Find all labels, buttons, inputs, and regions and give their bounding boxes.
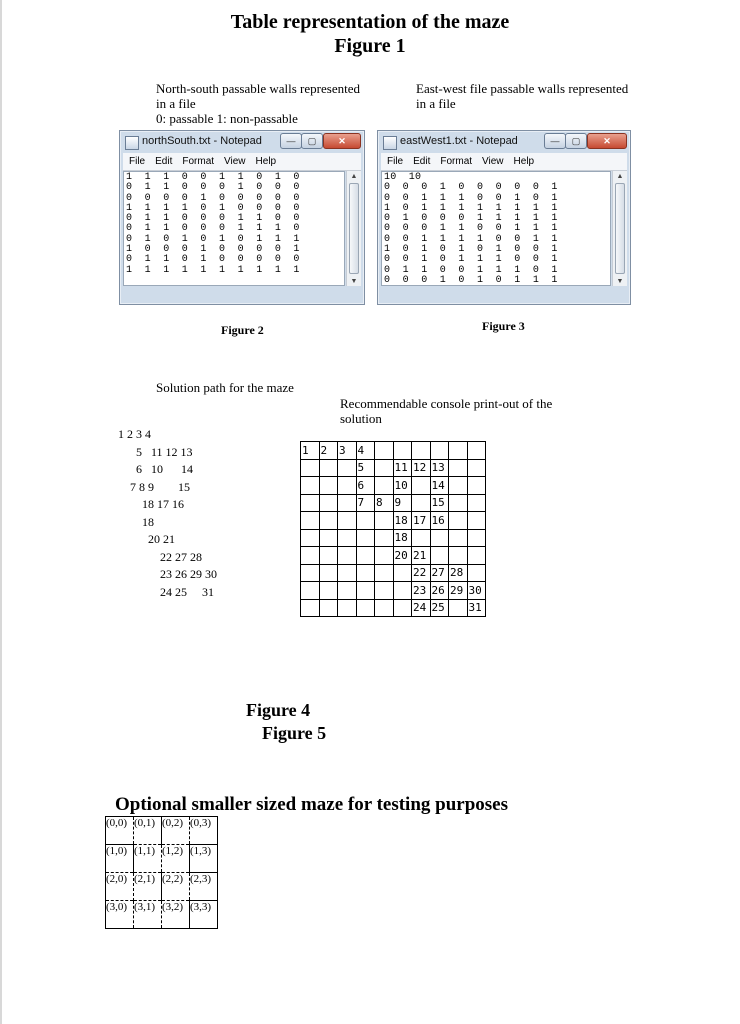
grid-cell [430, 599, 449, 617]
editor-line: 0 0 0 1 1 0 0 1 1 1 [384, 223, 558, 235]
grid-cell-value: 18 [394, 513, 408, 527]
grid-row [301, 582, 486, 600]
ns-caption-line: in a file [156, 96, 196, 111]
grid-cell [449, 459, 468, 477]
grid-cell [301, 564, 320, 582]
grid-cell [356, 564, 375, 582]
grid-cell [319, 582, 338, 600]
grid-cell-value: 11 [394, 461, 408, 475]
close-button[interactable]: ✕ [323, 133, 361, 149]
grid-cell [301, 547, 320, 565]
grid-cell [301, 477, 320, 495]
grid-cell [375, 529, 394, 547]
window-bottom-border [381, 288, 627, 302]
grid-cell [319, 459, 338, 477]
maximize-button[interactable]: ▢ [565, 133, 587, 149]
grid-cell [393, 547, 412, 565]
ns-caption [156, 81, 360, 126]
grid-cell [393, 512, 412, 530]
grid-cell [430, 582, 449, 600]
grid-cell [449, 512, 468, 530]
grid-cell [375, 547, 394, 565]
grid-cell [338, 442, 357, 460]
grid-cell [301, 512, 320, 530]
minimize-button[interactable]: — [280, 133, 302, 149]
grid-cell [449, 529, 468, 547]
grid-cell [356, 477, 375, 495]
editor-content [382, 172, 610, 286]
console-solution-grid [300, 441, 486, 617]
grid-cell-value: 26 [431, 583, 445, 597]
grid-cell [319, 512, 338, 530]
grid-cell [412, 582, 431, 600]
grid-cell [467, 582, 486, 600]
text-editor[interactable] [123, 171, 345, 286]
maze-cell: (1,1) [134, 845, 162, 873]
grid-cell [449, 582, 468, 600]
grid-cell [393, 582, 412, 600]
editor-line: 0 1 0 0 0 1 1 1 1 1 [384, 213, 558, 225]
grid-cell [375, 564, 394, 582]
grid-row [301, 477, 486, 495]
grid-cell-value: 8 [376, 496, 383, 510]
editor-line: 1 1 1 1 0 1 0 0 0 0 [126, 202, 300, 214]
menu-view[interactable]: View [482, 156, 504, 167]
grid-row [301, 459, 486, 477]
grid-cell [412, 599, 431, 617]
maze-cell: (2,0) [106, 873, 134, 901]
vertical-scrollbar[interactable] [346, 171, 361, 286]
grid-cell-value: 5 [357, 461, 365, 475]
grid-cell [412, 459, 431, 477]
grid-cell [393, 442, 412, 460]
grid-cell [430, 512, 449, 530]
solution-line: 7 8 9 15 [118, 479, 190, 494]
grid-cell [319, 547, 338, 565]
vertical-scrollbar[interactable] [612, 171, 627, 286]
grid-cell-value: 14 [431, 478, 445, 492]
editor-content [124, 172, 344, 277]
maze-cell: (1,2) [162, 845, 190, 873]
grid-cell-value: 28 [450, 566, 464, 580]
grid-cell [301, 599, 320, 617]
grid-row [301, 512, 486, 530]
maze-row [106, 873, 218, 901]
grid-cell [412, 442, 431, 460]
grid-cell [449, 477, 468, 495]
grid-cell [319, 442, 338, 460]
grid-cell-value: 21 [413, 548, 427, 562]
grid-cell [356, 459, 375, 477]
grid-cell [412, 512, 431, 530]
maze-cell: (1,0) [106, 845, 134, 873]
notepad-icon [125, 136, 139, 150]
grid-cell [467, 512, 486, 530]
grid-cell [467, 477, 486, 495]
maze-cell: (3,3) [190, 901, 218, 929]
grid-cell [301, 529, 320, 547]
grid-cell [412, 529, 431, 547]
scroll-down-icon[interactable]: ▼ [616, 277, 624, 285]
grid-cell [375, 459, 394, 477]
grid-cell [319, 564, 338, 582]
menu-format[interactable]: Format [182, 156, 215, 167]
window-bottom-border [123, 288, 361, 302]
grid-cell-value: 10 [394, 478, 408, 492]
notepad-window-northsouth [119, 130, 365, 305]
grid-cell-value: 25 [431, 601, 445, 615]
grid-cell [412, 477, 431, 495]
editor-line: 0 1 1 0 0 1 1 1 0 1 [384, 264, 558, 276]
grid-cell [319, 529, 338, 547]
menu-help[interactable]: Help [255, 156, 277, 167]
grid-cell [319, 477, 338, 495]
maze-cell: (0,3) [190, 817, 218, 845]
grid-cell [375, 582, 394, 600]
grid-cell [338, 582, 357, 600]
grid-row [301, 529, 486, 547]
grid-cell [412, 494, 431, 512]
grid-row [301, 442, 486, 460]
grid-cell [449, 494, 468, 512]
text-editor[interactable] [381, 171, 611, 286]
scroll-up-icon[interactable]: ▲ [350, 172, 358, 180]
grid-cell [356, 512, 375, 530]
grid-cell [301, 442, 320, 460]
scroll-thumb[interactable] [615, 183, 625, 274]
figure-4-label: Figure 4 [246, 700, 311, 720]
small-maze-grid [105, 816, 218, 929]
editor-line: 0 0 0 1 0 1 0 1 1 1 [384, 274, 558, 286]
grid-cell [356, 529, 375, 547]
console-caption-line: Recommendable console print-out of the [340, 396, 553, 411]
grid-cell-value: 30 [468, 583, 482, 597]
grid-cell [356, 599, 375, 617]
grid-cell [393, 599, 412, 617]
maze-cell: (0,0) [106, 817, 134, 845]
figure-2-label: Figure 2 [221, 323, 264, 337]
ew-caption-line: in a file [416, 96, 456, 111]
grid-cell [430, 494, 449, 512]
menu-format[interactable]: Format [440, 156, 473, 167]
solution-line: 6 10 14 [118, 462, 193, 476]
console-caption-line: solution [340, 411, 382, 426]
grid-cell [393, 477, 412, 495]
grid-cell [430, 547, 449, 565]
grid-cell [412, 564, 431, 582]
maze-cell: (1,3) [190, 845, 218, 873]
editor-line: 0 0 1 1 1 1 0 0 1 1 [384, 233, 558, 245]
grid-cell [430, 564, 449, 582]
grid-cell [319, 494, 338, 512]
close-button[interactable]: ✕ [587, 133, 627, 149]
grid-cell-value: 2 [320, 443, 328, 457]
editor-line: 1 1 1 0 0 1 1 0 1 0 [126, 172, 300, 183]
grid-cell [393, 459, 412, 477]
solution-line: 22 27 28 [118, 549, 202, 564]
grid-row [301, 494, 486, 512]
grid-cell-value: 4 [357, 443, 365, 457]
window-title: eastWest1.txt - Notepad [400, 135, 518, 147]
notepad-icon [383, 136, 397, 150]
grid-cell-value: 31 [468, 601, 482, 615]
maze-cell: (2,2) [162, 873, 190, 901]
grid-cell [356, 547, 375, 565]
grid-cell [467, 529, 486, 547]
maximize-button[interactable]: ▢ [301, 133, 323, 149]
grid-cell [338, 564, 357, 582]
grid-cell [338, 547, 357, 565]
grid-cell [412, 547, 431, 565]
grid-cell [467, 459, 486, 477]
figure-1-label: Figure 1 [334, 35, 406, 57]
maze-row [106, 817, 218, 845]
editor-line: 10 10 [384, 172, 422, 183]
ew-caption [416, 81, 628, 111]
menu-help[interactable]: Help [513, 156, 535, 167]
grid-cell [338, 512, 357, 530]
menu-edit[interactable]: Edit [413, 156, 431, 167]
grid-cell-value: 20 [394, 548, 408, 562]
grid-cell [393, 564, 412, 582]
figure-5-label: Figure 5 [262, 723, 327, 743]
grid-cell-value: 27 [431, 566, 445, 580]
editor-line: 0 1 1 0 1 0 0 0 0 0 [126, 254, 300, 266]
grid-cell [338, 494, 357, 512]
grid-cell [301, 582, 320, 600]
scroll-up-icon[interactable]: ▲ [616, 172, 624, 180]
maze-cell: (3,0) [106, 901, 134, 929]
notepad-window-eastwest [377, 130, 631, 305]
editor-line: 0 0 0 0 1 0 0 0 0 0 [126, 192, 300, 204]
menu-edit[interactable]: Edit [155, 156, 173, 167]
grid-cell [356, 442, 375, 460]
console-caption [340, 396, 552, 426]
grid-cell [467, 564, 486, 582]
grid-cell [338, 477, 357, 495]
grid-cell-value: 15 [431, 496, 445, 510]
editor-line: 0 0 1 1 1 0 0 1 0 1 [384, 192, 558, 204]
grid-row [301, 547, 486, 565]
grid-cell-value: 3 [339, 443, 346, 457]
grid-cell-value: 16 [431, 513, 445, 527]
minimize-button[interactable]: — [544, 133, 566, 149]
grid-cell-value: 24 [413, 601, 427, 615]
grid-cell [301, 494, 320, 512]
menu-view[interactable]: View [224, 156, 246, 167]
grid-cell [467, 599, 486, 617]
solution-line: 24 25 31 [118, 584, 214, 599]
menu-file[interactable]: File [387, 156, 404, 167]
maze-cell: (2,3) [190, 873, 218, 901]
page-left-edge [0, 0, 2, 1024]
maze-cell: (2,1) [134, 873, 162, 901]
editor-line: 0 1 0 1 0 1 0 1 1 1 [126, 233, 300, 245]
solution-caption: Solution path for the maze [156, 380, 294, 395]
menu-file[interactable]: File [129, 156, 146, 167]
maze-row [106, 901, 218, 929]
grid-cell-value: 1 [302, 443, 309, 457]
grid-cell [430, 529, 449, 547]
grid-cell [375, 494, 394, 512]
solution-path-text [118, 426, 217, 601]
editor-line: 1 1 1 1 1 1 1 1 1 1 [126, 264, 300, 276]
grid-cell-value: 13 [431, 461, 445, 475]
ew-caption-line: East-west file passable walls represented [416, 81, 629, 96]
editor-line: 1 0 1 1 1 1 1 1 1 1 [384, 202, 558, 214]
grid-row [301, 599, 486, 617]
editor-line: 0 1 1 0 0 0 1 1 0 0 [126, 213, 300, 225]
grid-cell-value: 23 [413, 583, 427, 597]
maze-cell: (0,1) [134, 817, 162, 845]
editor-line: 0 0 1 0 1 1 1 0 0 1 [384, 254, 558, 266]
grid-cell [338, 599, 357, 617]
maze-cell: (0,2) [162, 817, 190, 845]
grid-row [301, 564, 486, 582]
grid-cell-value: 18 [394, 531, 408, 545]
grid-cell [356, 494, 375, 512]
grid-cell [449, 599, 468, 617]
grid-cell-value: 9 [394, 496, 402, 510]
grid-cell [356, 582, 375, 600]
small-maze-title: Optional smaller sized maze for testing purposes [115, 794, 508, 815]
grid-cell [449, 442, 468, 460]
grid-cell [338, 529, 357, 547]
solution-line: 20 21 [118, 532, 175, 546]
grid-cell-value: 6 [357, 478, 365, 492]
maze-cell: (3,1) [134, 901, 162, 929]
solution-line: 18 [118, 514, 154, 529]
menu-bar [381, 153, 627, 171]
grid-cell [430, 459, 449, 477]
solution-line: 1 2 3 4 [118, 427, 151, 441]
grid-cell [430, 442, 449, 460]
editor-line: 0 1 1 0 0 0 1 0 0 0 [126, 182, 300, 194]
grid-cell [449, 564, 468, 582]
grid-cell [449, 547, 468, 565]
grid-cell [338, 459, 357, 477]
grid-cell [393, 529, 412, 547]
title-bar[interactable] [120, 131, 364, 153]
scroll-thumb[interactable] [349, 183, 359, 274]
grid-cell [467, 442, 486, 460]
solution-line: 18 17 16 [118, 497, 184, 511]
grid-cell [375, 442, 394, 460]
editor-line: 1 0 0 0 1 0 0 0 0 1 [126, 244, 300, 256]
editor-line: 0 1 1 0 0 0 1 1 1 0 [126, 223, 300, 235]
editor-line: 0 0 0 1 0 0 0 0 0 1 [384, 182, 558, 194]
grid-cell-value: 12 [413, 461, 427, 475]
grid-cell [467, 547, 486, 565]
grid-cell [375, 512, 394, 530]
grid-cell [467, 494, 486, 512]
grid-cell [375, 599, 394, 617]
grid-cell [301, 459, 320, 477]
grid-cell-value: 17 [413, 513, 427, 527]
scroll-down-icon[interactable]: ▼ [350, 277, 358, 285]
grid-cell [430, 477, 449, 495]
editor-line: 1 0 1 0 1 0 1 0 0 1 [384, 244, 558, 256]
solution-line: 23 26 29 30 [118, 567, 217, 581]
maze-row [106, 845, 218, 873]
figure-3-label: Figure 3 [482, 319, 525, 333]
menu-bar [123, 153, 361, 171]
solution-line: 5 11 12 13 [118, 444, 193, 459]
page-title: Table representation of the maze [230, 11, 510, 33]
window-title: northSouth.txt - Notepad [142, 135, 262, 147]
ns-caption-legend: 0: passable 1: non-passable [156, 111, 298, 126]
grid-cell-value: 7 [357, 496, 365, 510]
grid-cell [319, 599, 338, 617]
title-bar[interactable] [378, 131, 630, 153]
grid-cell-value: 29 [450, 583, 464, 597]
maze-cell: (3,2) [162, 901, 190, 929]
grid-cell [375, 477, 394, 495]
grid-cell-value: 22 [413, 566, 427, 580]
grid-cell [393, 494, 412, 512]
ns-caption-line: North-south passable walls represented [156, 81, 360, 96]
